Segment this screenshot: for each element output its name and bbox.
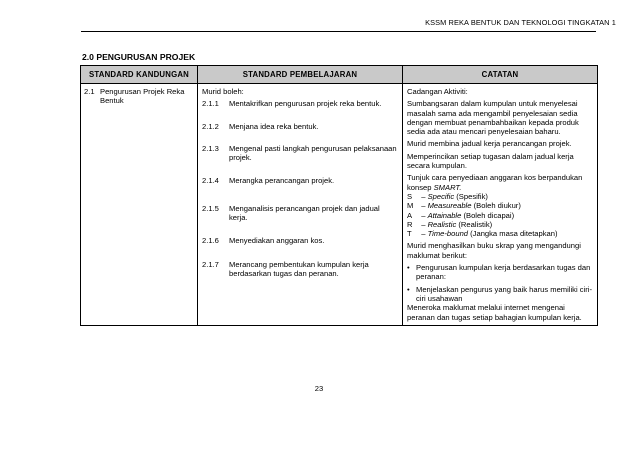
smart-item: S – Specific (Spesifik) <box>407 191 488 201</box>
bullet-item <box>407 285 593 304</box>
learning-standard-code: 2.1.2 <box>202 121 219 131</box>
smart-term: SMART. <box>433 182 462 192</box>
smart-item: T – Time-bound (Jangka masa ditetapkan) <box>407 229 558 239</box>
running-header: KSSM REKA BENTUK DAN TEKNOLOGI TINGKATAN 1 <box>425 18 616 27</box>
smart-letter: A <box>407 210 413 220</box>
learning-standard-code: 2.1.3 <box>202 143 219 153</box>
notes-paragraph: Sumbangsaran dalam kumpulan untuk menyelesai masalah sama ada mengambil penyelesaian sedia dengan membuat penambahbaikan kepada produk sedia ada atau mencari penyelesaian baharu. <box>407 99 579 137</box>
smart-letter: S <box>407 191 413 201</box>
table-header-row <box>81 66 598 84</box>
learning-standard-text: Merancang pembentukan kumpulan kerja berdasarkan tugas dan peranan. <box>229 259 369 278</box>
learning-standard-code: 2.1.6 <box>202 236 219 246</box>
learning-standard-text: Menganalisis perancangan projek dan jadual kerja. <box>229 203 380 223</box>
smart-meaning: (Jangka masa ditetapkan) <box>470 229 558 239</box>
smart-term: Specific <box>427 191 455 201</box>
smart-meaning: (Realistik) <box>458 219 493 229</box>
header-rule <box>81 31 596 32</box>
learning-standard-item <box>202 122 398 131</box>
smart-letter: R <box>407 219 413 229</box>
learning-standard-item <box>202 204 398 223</box>
learning-standard-item <box>202 99 398 108</box>
smart-meaning: (Boleh dicapai) <box>463 210 515 220</box>
notes-paragraph: Murid membina jadual kerja perancangan projek. <box>407 139 572 149</box>
learning-standard-text: Merangka perancangan projek. <box>229 176 335 186</box>
bullet-icon: • <box>407 263 410 273</box>
smart-term: Time-bound <box>427 229 469 239</box>
smart-term: Measureable <box>427 201 472 211</box>
notes-cell <box>403 84 598 326</box>
table-row <box>81 84 598 326</box>
bullet-icon: • <box>407 284 410 294</box>
learning-standard-item <box>202 144 398 163</box>
learning-standard-text: Menjana idea reka bentuk. <box>229 121 319 131</box>
learning-standard-code: 2.1.5 <box>202 203 219 213</box>
smart-letter: T <box>407 229 412 239</box>
notes-paragraph: Memperincikan setiap tugasan dalam jadual kerja secara kumpulan. <box>407 151 574 171</box>
learning-standard-text: Mentakrifkan pengurusan projek reka bentuk. <box>229 99 382 109</box>
bullet-item <box>407 263 593 282</box>
page-number: 23 <box>314 384 324 393</box>
notes-heading: Cadangan Aktiviti: <box>407 87 468 96</box>
content-standard-number: 2.1 <box>84 87 95 96</box>
smart-meaning: (Spesifik) <box>456 191 488 201</box>
learning-standard-text: Mengenal pasti langkah pengurusan pelaksanaan projek. <box>229 143 397 163</box>
curriculum-table <box>80 65 598 326</box>
learning-standard-item <box>202 176 398 185</box>
smart-term: Realistic <box>427 219 457 229</box>
learning-standard-code: 2.1.7 <box>202 259 219 269</box>
smart-meaning: (Boleh diukur) <box>473 201 521 211</box>
column-header-standard-kandungan: STANDARD KANDUNGAN <box>81 66 198 84</box>
learning-standard-code: 2.1.1 <box>202 99 219 109</box>
bullet-text: Pengurusan kumpulan kerja berdasarkan tugas dan peranan: <box>416 263 591 282</box>
learning-standard-item <box>202 260 398 279</box>
learning-standard-code: 2.1.4 <box>202 176 219 186</box>
section-title: 2.0 PENGURUSAN PROJEK <box>82 52 196 62</box>
learning-standard-item <box>202 236 398 245</box>
column-header-catatan: CATATAN <box>403 66 598 84</box>
notes-paragraph <box>407 173 593 192</box>
smart-item: R – Realistic (Realistik) <box>407 219 493 229</box>
learning-intro: Murid boleh: <box>202 87 244 96</box>
notes-paragraph: Murid menghasilkan buku skrap yang mengandungi maklumat berikut: <box>407 241 581 260</box>
content-standard-label: Pengurusan Projek Reka Bentuk <box>100 87 185 106</box>
smart-item: M – Measureable (Boleh diukur) <box>407 201 521 211</box>
smart-intro: Tunjuk cara penyediaan anggaran kos berpandukan konsep <box>407 173 583 192</box>
column-header-standard-pembelajaran: STANDARD PEMBELAJARAN <box>198 66 403 84</box>
smart-term: Attainable <box>427 210 462 220</box>
content-standard-cell <box>81 84 198 326</box>
learning-standard-cell <box>198 84 403 326</box>
smart-letter: M <box>407 201 414 211</box>
smart-item: A – Attainable (Boleh dicapai) <box>407 210 515 220</box>
notes-paragraph: Meneroka maklumat melalui internet mengenai peranan dan tugas setiap bahagian kumpulan kerja. <box>407 303 582 322</box>
bullet-text: Menjelaskan pengurus yang baik harus memiliki ciri-ciri usahawan <box>416 284 592 303</box>
learning-standard-text: Menyediakan anggaran kos. <box>229 236 325 246</box>
